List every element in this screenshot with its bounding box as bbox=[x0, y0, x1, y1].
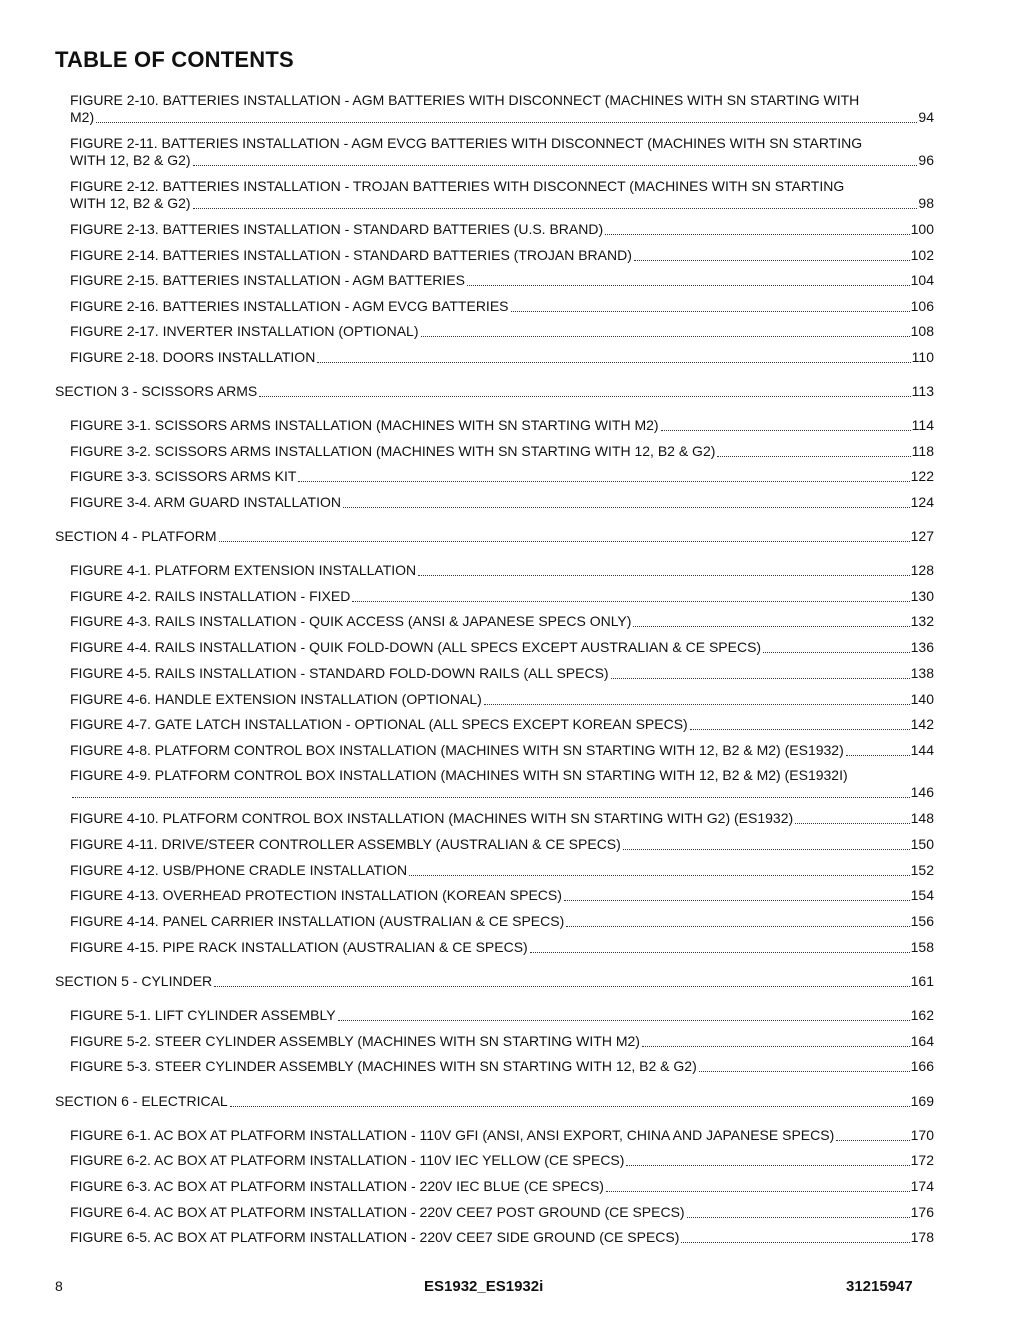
toc-entry-label: FIGURE 4-3. RAILS INSTALLATION - QUIK ACCESS (ANSI & JAPANESE SPECS ONLY) bbox=[70, 613, 632, 629]
dot-leader bbox=[687, 1216, 910, 1218]
toc-entry-page: 172 bbox=[910, 1152, 934, 1168]
toc-entry-figure-2-16[interactable] bbox=[70, 298, 934, 315]
toc-entry-figure-2-10[interactable] bbox=[70, 92, 934, 126]
toc-entry-label: FIGURE 4-10. PLATFORM CONTROL BOX INSTALLATION (MACHINES WITH SN STARTING WITH G2) (ES1932) bbox=[70, 810, 794, 826]
toc-entry-figure-2-11[interactable] bbox=[70, 135, 934, 169]
toc-entry-figure-3-3[interactable] bbox=[70, 468, 934, 485]
toc-entry-page: 158 bbox=[910, 939, 934, 955]
dot-leader bbox=[763, 651, 910, 653]
toc-entry-page: 164 bbox=[910, 1033, 934, 1049]
dot-leader bbox=[699, 1070, 910, 1072]
toc-entry-figure-4-15[interactable] bbox=[70, 939, 934, 956]
dot-leader bbox=[343, 506, 910, 508]
dot-leader bbox=[230, 1105, 910, 1107]
toc-entry-page: 161 bbox=[910, 973, 934, 989]
toc-entry-figure-3-4[interactable] bbox=[70, 494, 934, 511]
toc-entry-page: 178 bbox=[910, 1229, 934, 1245]
toc-entry-page: 162 bbox=[910, 1007, 934, 1023]
toc-entry-label: FIGURE 4-9. PLATFORM CONTROL BOX INSTALLATION (MACHINES WITH SN STARTING WITH 12, B2 & M2) (ES1932I) bbox=[70, 767, 848, 783]
toc-entry-section-3[interactable] bbox=[55, 383, 934, 400]
toc-entry-label: FIGURE 2-13. BATTERIES INSTALLATION - STANDARD BATTERIES (U.S. BRAND) bbox=[70, 221, 604, 237]
toc-entry-figure-2-15[interactable] bbox=[70, 272, 934, 289]
toc-entry-page: 104 bbox=[910, 272, 934, 288]
toc-entry-page: 113 bbox=[911, 383, 934, 399]
toc-entry-page: 128 bbox=[910, 562, 934, 578]
toc-entry-label: FIGURE 6-1. AC BOX AT PLATFORM INSTALLATION - 110V GFI (ANSI, ANSI EXPORT, CHINA AND JAPANESE SPECS) bbox=[70, 1127, 835, 1143]
toc-entry-page: 142 bbox=[910, 716, 934, 732]
toc-entry-figure-4-2[interactable] bbox=[70, 588, 934, 605]
toc-entry-page: 146 bbox=[910, 784, 934, 800]
dot-leader bbox=[717, 455, 910, 457]
toc-entry-figure-5-1[interactable] bbox=[70, 1007, 934, 1024]
toc-entry-figure-3-2[interactable] bbox=[70, 443, 934, 460]
toc-entry-page: 174 bbox=[910, 1178, 934, 1194]
toc-entry-page: 166 bbox=[910, 1058, 934, 1074]
toc-entry-page: 136 bbox=[910, 639, 934, 655]
toc-entry-figure-4-3[interactable] bbox=[70, 613, 934, 630]
toc-entry-label: FIGURE 6-4. AC BOX AT PLATFORM INSTALLATION - 220V CEE7 POST GROUND (CE SPECS) bbox=[70, 1204, 685, 1220]
dot-leader bbox=[511, 310, 910, 312]
toc-entry-label: SECTION 4 - PLATFORM bbox=[55, 528, 217, 544]
dot-leader bbox=[193, 207, 918, 209]
toc-entry-page: 100 bbox=[910, 221, 934, 237]
toc-entry-figure-2-14[interactable] bbox=[70, 247, 934, 264]
toc-entry-figure-4-8[interactable] bbox=[70, 742, 934, 759]
toc-entry-label: SECTION 5 - CYLINDER bbox=[55, 973, 213, 989]
toc-entry-label: SECTION 3 - SCISSORS ARMS bbox=[55, 383, 258, 399]
toc-entry-page: 96 bbox=[918, 152, 934, 168]
toc-entry-label: FIGURE 4-14. PANEL CARRIER INSTALLATION (AUSTRALIAN & CE SPECS) bbox=[70, 913, 565, 929]
toc-entry-label: FIGURE 4-4. RAILS INSTALLATION - QUIK FOLD-DOWN (ALL SPECS EXCEPT AUSTRALIAN & CE SPECS) bbox=[70, 639, 762, 655]
dot-leader bbox=[214, 985, 910, 987]
dot-leader bbox=[298, 480, 909, 482]
toc-entry-label-cont: WITH 12, B2 & G2) bbox=[70, 152, 191, 168]
toc-entry-label: FIGURE 2-18. DOORS INSTALLATION bbox=[70, 349, 316, 365]
toc-entry-figure-3-1[interactable] bbox=[70, 417, 934, 434]
toc-entry-page: 169 bbox=[910, 1093, 934, 1109]
toc-entry-label: FIGURE 6-3. AC BOX AT PLATFORM INSTALLATION - 220V IEC BLUE (CE SPECS) bbox=[70, 1178, 604, 1194]
toc-entry-figure-4-5[interactable] bbox=[70, 665, 934, 682]
dot-leader bbox=[634, 259, 910, 261]
toc-entry-page: 140 bbox=[910, 691, 934, 707]
toc-entry-label: FIGURE 4-5. RAILS INSTALLATION - STANDARD FOLD-DOWN RAILS (ALL SPECS) bbox=[70, 665, 609, 681]
dot-leader bbox=[566, 925, 909, 927]
toc-entry-label: FIGURE 4-15. PIPE RACK INSTALLATION (AUSTRALIAN & CE SPECS) bbox=[70, 939, 528, 955]
toc-entry-page: 94 bbox=[918, 109, 934, 125]
dot-leader bbox=[409, 874, 910, 876]
toc-entry-figure-5-2[interactable] bbox=[70, 1033, 934, 1050]
toc-entry-page: 176 bbox=[910, 1204, 934, 1220]
dot-leader bbox=[96, 121, 917, 123]
dot-leader bbox=[564, 899, 910, 901]
toc-entry-label: FIGURE 4-12. USB/PHONE CRADLE INSTALLATION bbox=[70, 862, 408, 878]
toc-entry-label: FIGURE 2-17. INVERTER INSTALLATION (OPTIONAL) bbox=[70, 323, 419, 339]
toc-entry-label: FIGURE 2-15. BATTERIES INSTALLATION - AGM BATTERIES bbox=[70, 272, 465, 288]
toc-entry-page: 124 bbox=[910, 494, 934, 510]
toc-entry-figure-4-11[interactable] bbox=[70, 836, 934, 853]
dot-leader bbox=[259, 395, 910, 397]
dot-leader bbox=[626, 1164, 909, 1166]
toc-entry-label: FIGURE 4-1. PLATFORM EXTENSION INSTALLATION bbox=[70, 562, 417, 578]
toc-entry-section-4[interactable] bbox=[55, 528, 934, 545]
toc-entry-figure-2-13[interactable] bbox=[70, 221, 934, 238]
dot-leader bbox=[467, 284, 910, 286]
toc-entry-page: 154 bbox=[910, 887, 934, 903]
toc-entry-page: 102 bbox=[910, 247, 934, 263]
toc-entry-page: 127 bbox=[910, 528, 934, 544]
toc-entry-label-cont: WITH 12, B2 & G2) bbox=[70, 195, 191, 211]
toc-entry-label: FIGURE 4-11. DRIVE/STEER CONTROLLER ASSEMBLY (AUSTRALIAN & CE SPECS) bbox=[70, 836, 621, 852]
toc-entry-page: 132 bbox=[910, 613, 934, 629]
toc-entry-label: FIGURE 5-2. STEER CYLINDER ASSEMBLY (MACHINES WITH SN STARTING WITH M2) bbox=[70, 1033, 640, 1049]
toc-entry-page: 152 bbox=[910, 862, 934, 878]
toc-entry-label: FIGURE 5-3. STEER CYLINDER ASSEMBLY (MACHINES WITH SN STARTING WITH 12, B2 & G2) bbox=[70, 1058, 697, 1074]
toc-entry-label: FIGURE 6-5. AC BOX AT PLATFORM INSTALLATION - 220V CEE7 SIDE GROUND (CE SPECS) bbox=[70, 1229, 680, 1245]
toc-entry-page: 156 bbox=[910, 913, 934, 929]
toc-entry-page: 170 bbox=[910, 1127, 934, 1143]
toc-entry-page: 148 bbox=[910, 810, 934, 826]
toc-entry-page: 110 bbox=[911, 349, 934, 365]
toc-entry-figure-6-4[interactable] bbox=[70, 1204, 934, 1221]
toc-entry-label: SECTION 6 - ELECTRICAL bbox=[55, 1093, 228, 1109]
toc-entry-page: 106 bbox=[910, 298, 934, 314]
toc-entry-label: FIGURE 3-3. SCISSORS ARMS KIT bbox=[70, 468, 297, 484]
toc-entry-label: FIGURE 3-4. ARM GUARD INSTALLATION bbox=[70, 494, 341, 510]
toc-entry-label: FIGURE 3-1. SCISSORS ARMS INSTALLATION (MACHINES WITH SN STARTING WITH M2) bbox=[70, 417, 659, 433]
toc-entry-label: FIGURE 5-1. LIFT CYLINDER ASSEMBLY bbox=[70, 1007, 336, 1023]
dot-leader bbox=[611, 677, 910, 679]
toc-entry-figure-4-9[interactable] bbox=[70, 767, 934, 801]
dot-leader bbox=[317, 361, 910, 363]
toc-entry-label-cont: M2) bbox=[70, 109, 95, 125]
toc-entry-figure-6-5[interactable] bbox=[70, 1229, 934, 1246]
toc-entry-figure-2-12[interactable] bbox=[70, 178, 934, 212]
dot-leader bbox=[846, 754, 910, 756]
dot-leader bbox=[72, 796, 910, 798]
toc-entry-label: FIGURE 4-2. RAILS INSTALLATION - FIXED bbox=[70, 588, 351, 604]
toc-entry-figure-4-6[interactable] bbox=[70, 691, 934, 708]
dot-leader bbox=[836, 1139, 909, 1141]
toc-entry-page: 130 bbox=[910, 588, 934, 604]
dot-leader bbox=[661, 429, 911, 431]
toc-entry-figure-4-4[interactable] bbox=[70, 639, 934, 656]
dot-leader bbox=[484, 703, 910, 705]
dot-leader bbox=[352, 600, 909, 602]
toc-entry-page: 98 bbox=[918, 195, 934, 211]
dot-leader bbox=[690, 728, 910, 730]
dot-leader bbox=[642, 1045, 910, 1047]
toc-entry-label: FIGURE 4-6. HANDLE EXTENSION INSTALLATION (OPTIONAL) bbox=[70, 691, 482, 707]
toc-entry-label: FIGURE 4-13. OVERHEAD PROTECTION INSTALLATION (KOREAN SPECS) bbox=[70, 887, 562, 903]
dot-leader bbox=[421, 335, 910, 337]
toc-entry-section-6[interactable] bbox=[55, 1093, 934, 1110]
toc-entry-page: 138 bbox=[910, 665, 934, 681]
toc-entry-figure-6-1[interactable] bbox=[70, 1127, 934, 1144]
toc-entry-label: FIGURE 3-2. SCISSORS ARMS INSTALLATION (MACHINES WITH SN STARTING WITH 12, B2 & G2) bbox=[70, 443, 716, 459]
dot-leader bbox=[530, 951, 910, 953]
dot-leader bbox=[606, 1190, 910, 1192]
footer-model: ES1932_ES1932i bbox=[424, 1278, 544, 1295]
dot-leader bbox=[623, 848, 910, 850]
dot-leader bbox=[633, 625, 909, 627]
toc-entry-figure-5-3[interactable] bbox=[70, 1058, 934, 1075]
dot-leader bbox=[418, 574, 909, 576]
page-title: TABLE OF CONTENTS bbox=[55, 47, 294, 72]
toc-entry-figure-6-2[interactable] bbox=[70, 1152, 934, 1169]
dot-leader bbox=[605, 233, 910, 235]
toc-entry-label: FIGURE 2-16. BATTERIES INSTALLATION - AGM EVCG BATTERIES bbox=[70, 298, 509, 314]
dot-leader bbox=[193, 164, 918, 166]
footer-doc-number: 31215947 bbox=[846, 1278, 913, 1295]
toc-entry-figure-4-14[interactable] bbox=[70, 913, 934, 930]
toc-entry-figure-2-17[interactable] bbox=[70, 323, 934, 340]
toc-entry-label: FIGURE 4-8. PLATFORM CONTROL BOX INSTALLATION (MACHINES WITH SN STARTING WITH 12, B2 & M2) (ES1932) bbox=[70, 742, 844, 758]
toc-entry-label: FIGURE 2-10. BATTERIES INSTALLATION - AGM BATTERIES WITH DISCONNECT (MACHINES WITH SN STARTING WITH bbox=[70, 92, 860, 108]
toc-entry-page: 118 bbox=[911, 443, 934, 459]
toc-entry-page: 122 bbox=[910, 468, 934, 484]
toc-entry-figure-4-1[interactable] bbox=[70, 562, 934, 579]
toc-entry-figure-2-18[interactable] bbox=[70, 349, 934, 366]
toc-entry-figure-6-3[interactable] bbox=[70, 1178, 934, 1195]
toc-entry-page: 150 bbox=[910, 836, 934, 852]
toc-entry-page: 144 bbox=[910, 742, 934, 758]
toc-entry-label: FIGURE 4-7. GATE LATCH INSTALLATION - OPTIONAL (ALL SPECS EXCEPT KOREAN SPECS) bbox=[70, 716, 688, 732]
footer-page-number: 8 bbox=[55, 1278, 63, 1294]
toc-entry-figure-4-7[interactable] bbox=[70, 716, 934, 733]
toc-entry-label: FIGURE 2-11. BATTERIES INSTALLATION - AGM EVCG BATTERIES WITH DISCONNECT (MACHINES WITH SN STARTING bbox=[70, 135, 863, 151]
toc-entry-label: FIGURE 6-2. AC BOX AT PLATFORM INSTALLATION - 110V IEC YELLOW (CE SPECS) bbox=[70, 1152, 625, 1168]
dot-leader bbox=[338, 1019, 910, 1021]
toc-entry-figure-4-13[interactable] bbox=[70, 887, 934, 904]
toc-entry-figure-4-10[interactable] bbox=[70, 810, 934, 827]
toc-entry-label: FIGURE 2-12. BATTERIES INSTALLATION - TROJAN BATTERIES WITH DISCONNECT (MACHINES WITH SN STARTING bbox=[70, 178, 845, 194]
toc-entry-label: FIGURE 2-14. BATTERIES INSTALLATION - STANDARD BATTERIES (TROJAN BRAND) bbox=[70, 247, 632, 263]
dot-leader bbox=[219, 540, 910, 542]
toc-entry-page: 108 bbox=[910, 323, 934, 339]
toc-entry-page: 114 bbox=[911, 417, 934, 433]
dot-leader bbox=[795, 822, 909, 824]
dot-leader bbox=[681, 1241, 909, 1243]
toc-entry-section-5[interactable] bbox=[55, 973, 934, 990]
toc-entry-figure-4-12[interactable] bbox=[70, 862, 934, 879]
